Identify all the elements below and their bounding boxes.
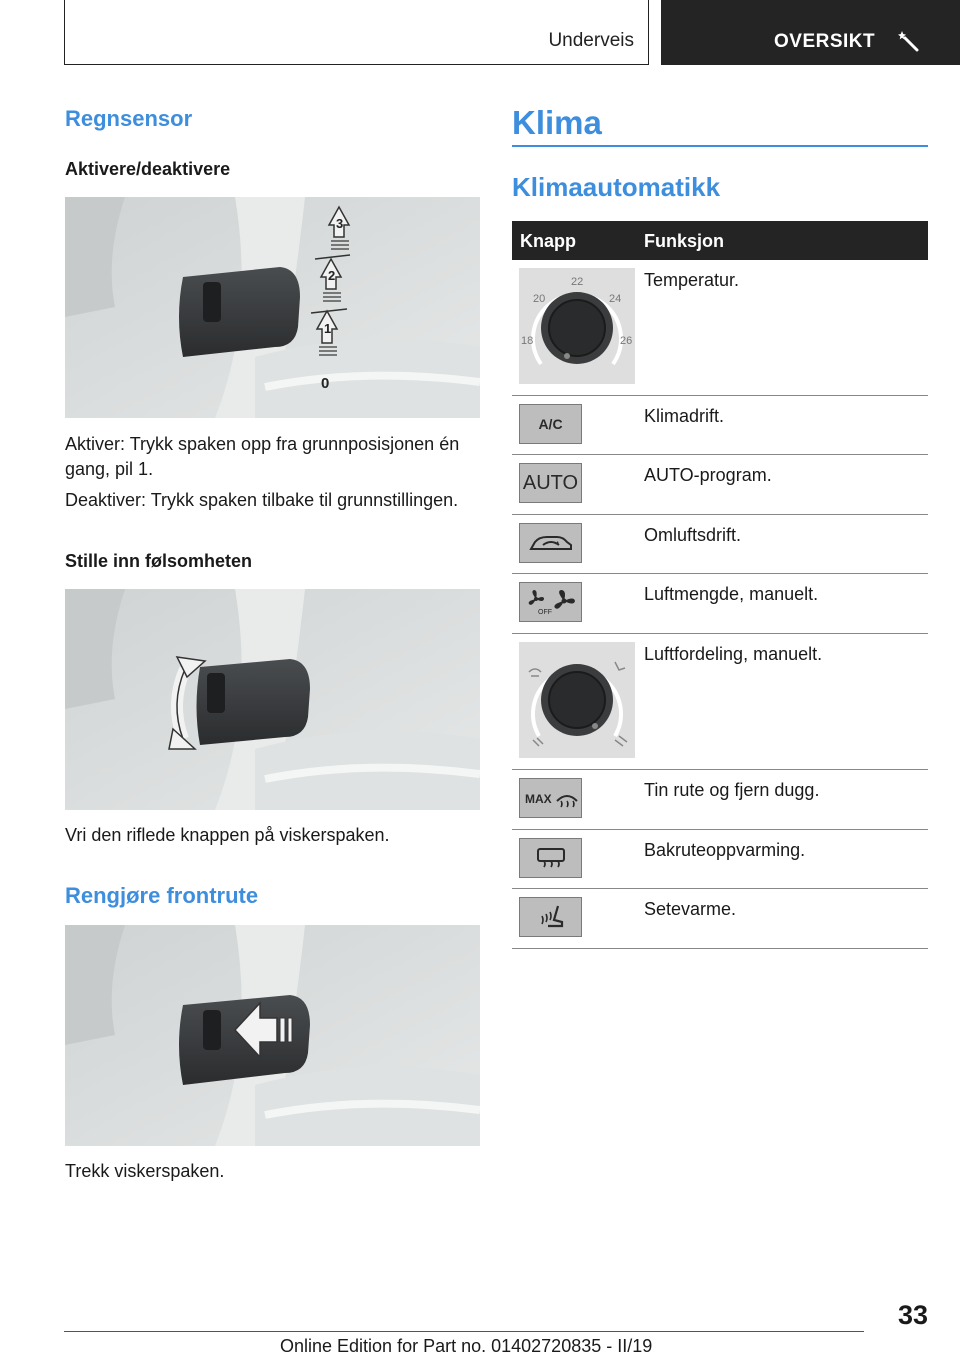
function-text: Luftfordeling, manuelt.	[644, 644, 823, 664]
para-vri: Vri den riflede knappen på viskerspaken.	[65, 825, 390, 845]
table-row	[512, 455, 928, 515]
function-text: Luftmengde, manuelt.	[644, 584, 819, 604]
table-row	[512, 260, 928, 396]
tab-underveis[interactable]	[64, 0, 649, 65]
section-title-klima: Klima	[512, 104, 602, 141]
auto-button-text: AUTO	[522, 471, 579, 494]
function-text: Setevarme.	[644, 899, 737, 919]
photo-wiper-pull	[65, 925, 480, 1146]
temp-label-18: 18	[521, 335, 534, 347]
footer-edition: Online Edition for Part no. 01402720835 - II/19	[280, 1336, 653, 1356]
section-title-rengjore: Rengjøre frontrute	[65, 883, 259, 908]
wiper-pull-illustration	[65, 925, 480, 1146]
temp-label-22: 22	[571, 276, 584, 288]
max-defrost-button-icon	[519, 778, 582, 818]
arrow-label-2: 2	[328, 268, 336, 283]
temp-label-24: 24	[609, 293, 622, 305]
fan-button-icon	[519, 582, 582, 622]
climate-table	[512, 221, 928, 949]
para-deaktiver: Deaktiver: Trykk spaken tilbake til grunnstillingen.	[65, 490, 459, 510]
section-title-regnsensor: Regnsensor	[65, 106, 193, 131]
table-row	[512, 770, 928, 830]
tab-oversikt[interactable]	[661, 0, 960, 65]
fan-off-label: OFF	[537, 609, 552, 615]
arrow-label-0: 0	[321, 375, 330, 392]
temperature-knob-icon	[519, 268, 635, 384]
table-row	[512, 396, 928, 455]
subheading-aktivere: Aktivere/deaktivere	[65, 159, 231, 179]
recirculation-button-icon	[519, 523, 582, 563]
auto-button-icon	[519, 463, 582, 503]
table-row	[512, 830, 928, 889]
function-text: Omluftsdrift.	[644, 525, 742, 545]
para-aktiver: Aktiver: Trykk spaken opp fra grunnposisjonen én gang, pil 1.	[65, 434, 460, 479]
ac-button-icon	[519, 404, 582, 444]
title-divider	[512, 145, 928, 147]
table-row	[512, 515, 928, 574]
arrow-label-1: 1	[324, 321, 332, 336]
page-number: 33	[897, 1300, 928, 1330]
function-text: AUTO-program.	[644, 465, 772, 485]
table-row	[512, 574, 928, 634]
knurled-knob-illustration	[65, 589, 480, 810]
table-row	[512, 889, 928, 949]
max-label: MAX	[524, 792, 552, 806]
temp-label-20: 20	[533, 293, 546, 305]
wand-icon	[897, 30, 921, 52]
para-trekk: Trekk viskerspaken.	[65, 1161, 225, 1181]
tab-underveis-label: Underveis	[548, 30, 634, 51]
table-header	[512, 221, 928, 260]
arrow-label-3: 3	[336, 216, 344, 231]
function-text: Bakruteoppvarming.	[644, 840, 806, 860]
rear-defrost-button-icon	[519, 838, 582, 878]
seat-heating-button-icon	[519, 897, 582, 937]
wiper-lever-illustration	[65, 197, 480, 418]
temp-label-26: 26	[620, 335, 633, 347]
column-header-knapp: Knapp	[520, 231, 576, 251]
section-subtitle-klimaautomatikk: Klimaautomatikk	[512, 172, 721, 202]
function-text: Tin rute og fjern dugg.	[644, 780, 820, 800]
ac-button-text: A/C	[538, 416, 563, 432]
photo-wiper-lever-up	[65, 197, 480, 418]
subheading-folsomhet: Stille inn følsomheten	[65, 551, 253, 571]
photo-wiper-knurled-knob	[65, 589, 480, 810]
function-text: Klimadrift.	[644, 406, 725, 426]
tab-oversikt-label: OVERSIKT	[774, 31, 876, 52]
air-distribution-knob-icon	[519, 642, 635, 758]
column-header-funksjon: Funksjon	[644, 231, 724, 251]
table-row	[512, 634, 928, 770]
function-text: Temperatur.	[644, 270, 740, 290]
footer-divider	[64, 1331, 864, 1332]
